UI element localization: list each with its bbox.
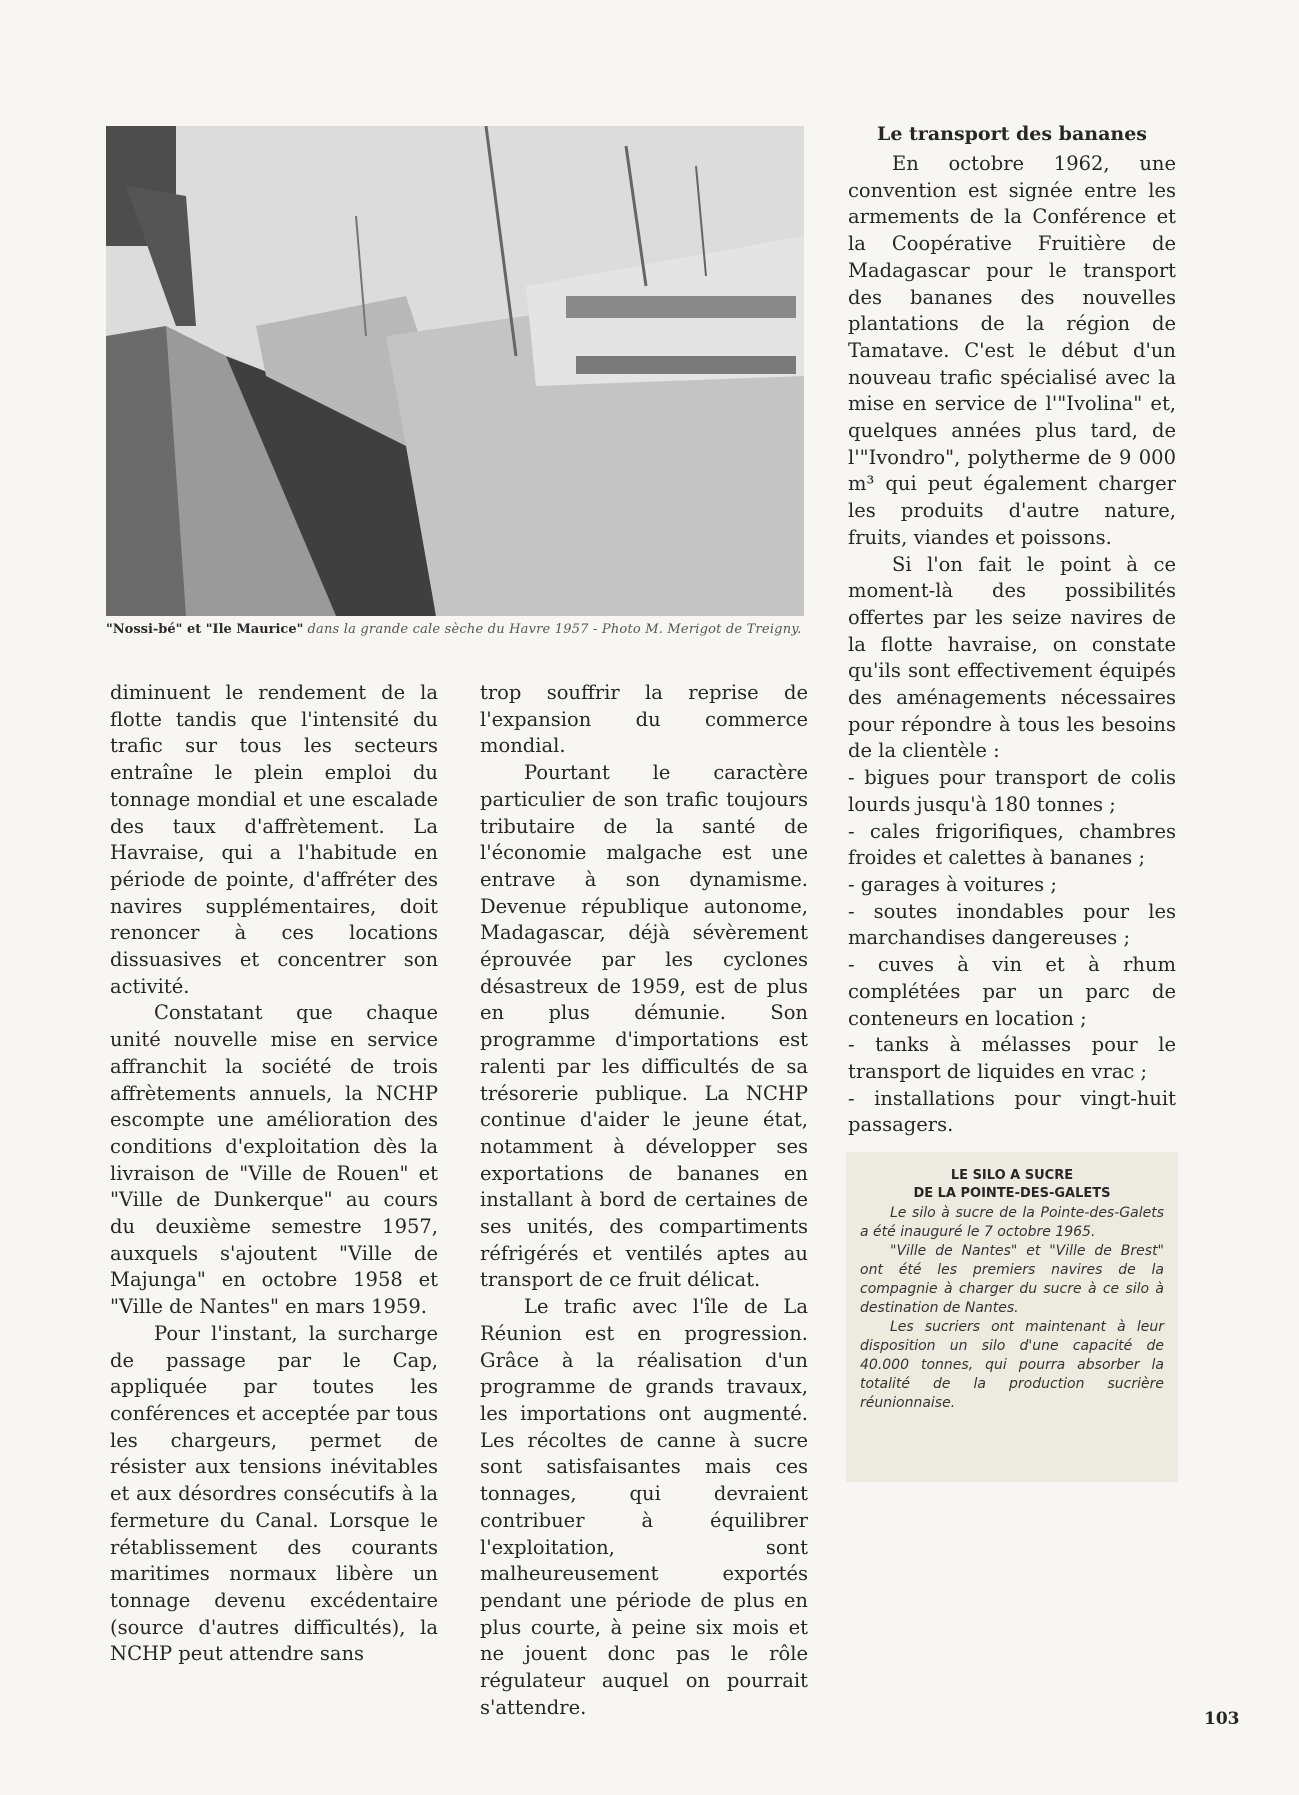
text-column-1 bbox=[110, 680, 438, 1668]
sidebar-box bbox=[846, 1152, 1178, 1482]
paragraph: Si l'on fait le point à ce moment-là des possibilités offertes par les seize navires de la flotte havraise, on constate qu'ils sont effectivement équipés des aménagements nécessaires pour répondre à tous les besoins de la clientèle : bbox=[848, 552, 1176, 763]
sidebar-title-line-2: DE LA POINTE-DES-GALETS bbox=[913, 1186, 1111, 1201]
paragraph: En octobre 1962, une convention est signée entre les armements de la Conférence et la Coopérative Fruitière de Madagascar pour le transport des bananes des nouvelles plantations de la région de Tamatave. C'est le début d'un nouveau trafic spécialisé avec la mise en service de l'"Ivolina" et, quelques années plus tard, de l'"Ivondro", polytherme de 9 000 m³ qui peut également charger les produits d'autre nature, fruits, viandes et poissons. bbox=[848, 152, 1176, 549]
caption-credit: dans la grande cale sèche du Havre 1957 - Photo M. Merigot de Treigny. bbox=[307, 622, 802, 637]
list-item: - bigues pour transport de colis lourds jusqu'à 180 tonnes ; bbox=[848, 766, 1176, 816]
paragraph: trop souffrir la reprise de l'expansion du commerce mondial. bbox=[480, 681, 808, 758]
section-heading: Le transport des bananes bbox=[876, 123, 1148, 145]
paragraph: Le trafic avec l'île de La Réunion est en progression. Grâce à la réalisation d'un programme de grands travaux, les importations ont augmenté. Les récoltes de canne à sucre sont satisfaisantes mais ces tonnages, qui devraient contribuer à équilibrer l'exploitation, sont malheureusement exportés pendant une période de plus en plus courte, à peine six mois et ne jouent donc pas le rôle régulateur auquel on pourrait s'attendre. bbox=[480, 1295, 808, 1719]
page-number: 103 bbox=[1204, 1709, 1240, 1729]
ships-in-dry-dock-photo bbox=[106, 126, 804, 616]
sidebar-paragraph: "Ville de Nantes" et "Ville de Brest" ont été les premiers navires de la compagnie à charger du sucre à ce silo à destination de Nantes. bbox=[860, 1243, 1164, 1316]
list-item: - tanks à mélasses pour le transport de liquides en vrac ; bbox=[848, 1033, 1176, 1083]
list-item: - soutes inondables pour les marchandises dangereuses ; bbox=[848, 899, 1176, 950]
sidebar-title-line-1: LE SILO A SUCRE bbox=[950, 1168, 1074, 1183]
paragraph: diminuent le rendement de la flotte tandis que l'intensité du trafic sur tous les secteurs entraîne le plein emploi du tonnage mondial et une escalade des taux d'affrètement. La Havraise, qui a l'habitude en période de pointe, d'affréter des navires supplémentaires, doit renoncer à ces locations dissuasives et concentrer son activité. bbox=[110, 681, 438, 998]
paragraph: Pourtant le caractère particulier de son trafic toujours tributaire de la santé de l'économie malgache est une entrave à son dynamisme. Devenue république autonome, Madagascar, déjà sévèrement éprouvée par les cyclones désastreux de 1959, est de plus en plus démunie. Son programme d'importations est ralenti par les difficultés de sa trésorerie publique. La NCHP continue d'aider le jeune état, notamment à développer ses exportations de bananes en installant à bord de certaines de ses unités, des compartiments réfrigérés et ventilés aptes au transport de ce fruit délicat. bbox=[480, 761, 808, 1292]
list-item: - installations pour vingt-huit passagers. bbox=[848, 1086, 1176, 1137]
sidebar-paragraph: Le silo à sucre de la Pointe-des-Galets a été inauguré le 7 octobre 1965. bbox=[860, 1205, 1164, 1240]
sidebar-paragraph: Les sucriers ont maintenant à leur disposition un silo d'une capacité de 40.000 tonnes, qui pourra absorber la totalité de la production sucrière réunionnaise. bbox=[860, 1319, 1164, 1411]
photo-caption bbox=[106, 622, 806, 637]
text-column-2 bbox=[480, 680, 808, 1721]
paragraph: Pour l'instant, la surcharge de passage par le Cap, appliquée par toutes les conférences et acceptée par tous les chargeurs, permet de résister aux tensions inévitables et aux désordres consécutifs à la fermeture du Canal. Lorsque le rétablissement des courants maritimes normaux libère un tonnage devenu excédentaire (source d'autres difficultés), la NCHP peut attendre sans bbox=[110, 1321, 439, 1666]
list-item: - garages à voitures ; bbox=[848, 872, 1057, 896]
list-item: - cales frigorifiques, chambres froides et calettes à bananes ; bbox=[848, 819, 1176, 870]
caption-ship-names: "Nossi-bé" et "Ile Maurice" bbox=[106, 622, 304, 637]
paragraph: Constatant que chaque unité nouvelle mise en service affranchit la société de trois affrètements annuels, la NCHP escompte une amélioration des conditions d'exploitation dès la livraison de "Ville de Rouen" et "Ville de Dunkerque" au cours du deuxième semestre 1957, auxquels s'ajoutent "Ville de Majunga" en octobre 1958 et "Ville de Nantes" en mars 1959. bbox=[110, 1001, 438, 1319]
list-item: - cuves à vin et à rhum complétées par un parc de conteneurs en location ; bbox=[848, 953, 1176, 1030]
text-column-3 bbox=[848, 121, 1176, 1139]
